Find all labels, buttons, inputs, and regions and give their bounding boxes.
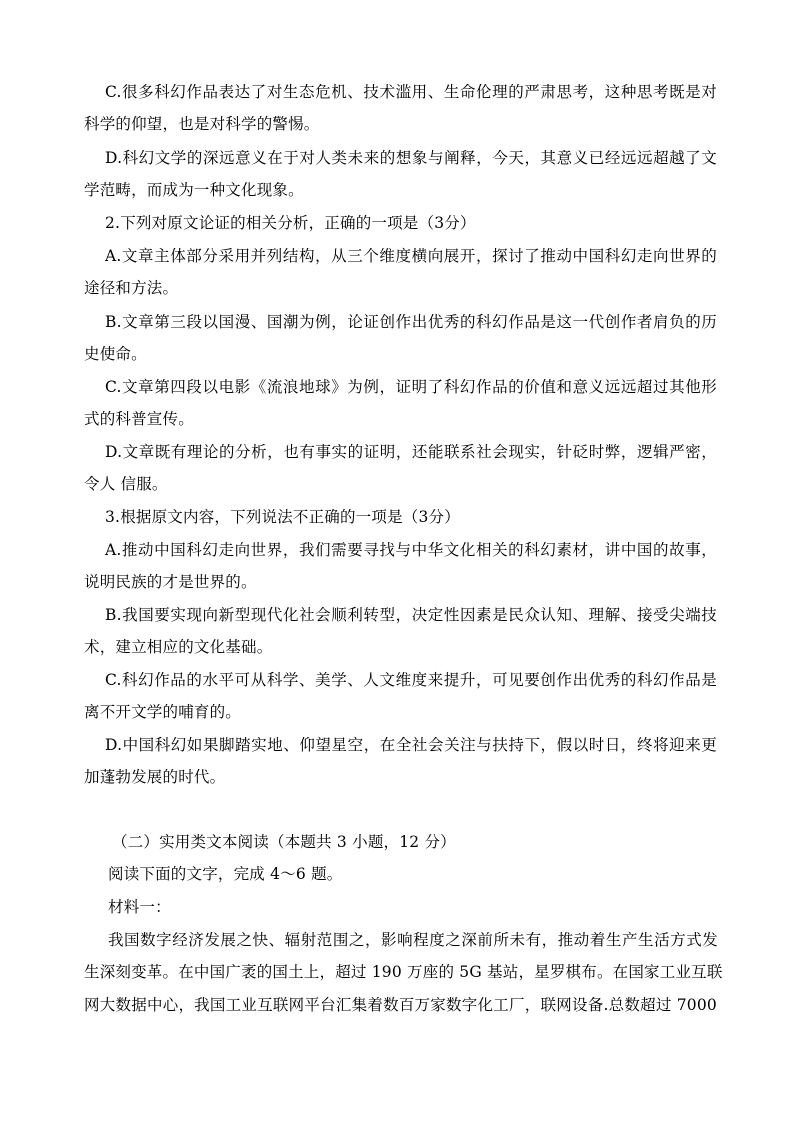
option-2d-line-1: D.文章既有理论的分析，也有事实的证明，还能联系社会现实，针砭时弊，逻辑严密， [105,443,717,461]
option-2c-line-2: 式的科普宣传。 [84,410,194,428]
option-3b-line-1: B.我国要实现向新型现代化社会顺利转型，决定性因素是民众认知、理解、接受尖端技 [105,606,717,624]
section-heading: （二）实用类文本阅读（本题共 3 小题，12 分） [112,833,456,851]
option-1d-line-2: 学范畴，而成为一种文化现象。 [84,181,304,199]
option-2d-line-2: 令人 信服。 [84,475,168,493]
option-1c-line-1: C.很多科幻作品表达了对生态危机、技术滥用、生命伦理的严肃思考，这种思考既是对 [105,83,717,101]
option-2b-line-1: B.文章第三段以国漫、国潮为例，论证创作出优秀的科幻作品是这一代创作者肩负的历 [105,313,717,331]
option-2c-line-1: C.文章第四段以电影《流浪地球》为例，证明了科幻作品的价值和意义远远超过其他形 [105,378,717,396]
option-3d-line-2: 加蓬勃发展的时代。 [84,768,226,786]
option-3d-line-1: D.中国科幻如果脚踏实地、仰望星空，在全社会关注与扶持下，假以时日，终将迎来更 [105,736,717,754]
instruction-text: 阅读下面的文字，完成 4～6 题。 [108,865,343,883]
material-paragraph-line-3: 网大数据中心，我国工业互联网平台汇集着数百万家数字化工厂，联网设备.总数超过 7000 [84,996,717,1014]
option-1d-line-1: D.科幻文学的深远意义在于对人类未来的想象与阐释，今天，其意义已经远远超越了文 [105,149,717,167]
option-2a-line-1: A.文章主体部分采用并列结构，从三个维度横向展开，探讨了推动中国科幻走向世界的 [105,247,717,265]
material-paragraph-line-2: 生深刻变革。在中国广袤的国土上，超过 190 万座的 5G 基站，星罗棋布。在国家工业互联 [84,963,723,981]
option-3b-line-2: 术，建立相应的文化基础。 [84,638,273,656]
question-2-stem: 2.下列对原文论证的相关分析，正确的一项是（3分） [105,214,476,232]
option-3a-line-2: 说明民族的才是世界的。 [84,573,257,591]
material-label: 材料一： [108,898,171,916]
option-2a-line-2: 途径和方法。 [84,279,179,297]
option-3c-line-1: C.科幻作品的水平可从科学、美学、人文维度来提升，可见要创作出优秀的科幻作品是 [105,671,717,689]
option-1c-line-2: 科学的仰望，也是对科学的警惕。 [84,115,320,133]
option-2b-line-2: 史使命。 [84,345,147,363]
option-3a-line-1: A.推动中国科幻走向世界，我们需要寻找与中华文化相关的科幻素材，讲中国的故事， [105,541,717,559]
question-3-stem: 3.根据原文内容，下列说法不正确的一项是（3分） [105,508,460,526]
option-3c-line-2: 离不开文学的哺育的。 [84,703,242,721]
material-paragraph-line-1: 我国数字经济发展之快、辐射范围之，影响程度之深前所未有，推动着生产生活方式发 [108,931,718,949]
